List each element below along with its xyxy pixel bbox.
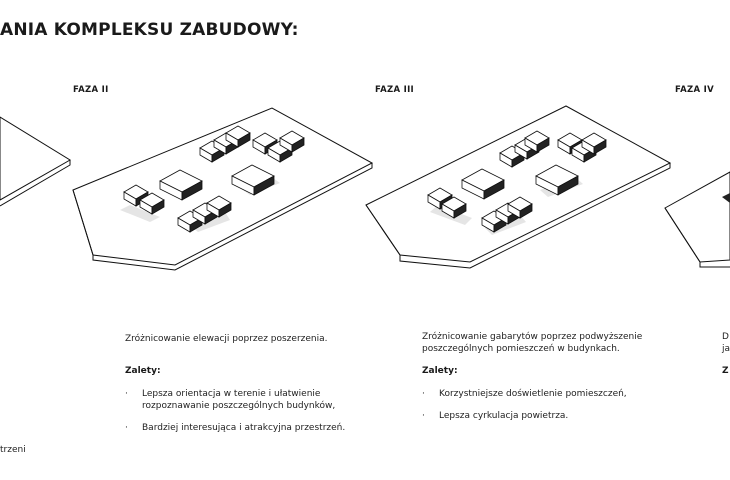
list-item: · Bardziej interesująca i atrakcyjna przestrzeń. bbox=[125, 423, 346, 433]
phase-3-advantages-label: Zalety: bbox=[422, 366, 458, 376]
phase-2-label: FAZA II bbox=[73, 85, 109, 95]
list-item: · Korzystniejsze doświetlenie pomieszczeń, bbox=[422, 389, 627, 399]
phase-2-advantages-list bbox=[125, 388, 345, 444]
phase-4-plate bbox=[665, 172, 730, 267]
phase-4-advantages-label-fragment: Z bbox=[722, 366, 729, 376]
phase-3-advantages-list bbox=[422, 388, 627, 432]
list-item: · Lepsza orientacja w terenie i ułatwienie rozpoznawanie poszczególnych budynków, bbox=[125, 389, 336, 411]
bullet-icon: · bbox=[422, 411, 425, 421]
phase-3-label: FAZA III bbox=[375, 85, 414, 95]
list-item: · Lepsza cyrkulacja powietrza. bbox=[422, 411, 569, 421]
phase-4-description-fragment: D ja bbox=[722, 332, 730, 354]
phase-1-plate bbox=[0, 117, 70, 206]
phase-3-plate bbox=[366, 106, 670, 268]
phase-4-label: FAZA IV bbox=[675, 85, 714, 95]
phase-3-description: Zróżnicowanie gabarytów poprzez podwyższenie poszczególnych pomieszczeń w budynkach. bbox=[422, 332, 643, 354]
page-title: ANIA KOMPLEKSU ZABUDOWY: bbox=[0, 20, 299, 40]
phase-2-plate bbox=[73, 108, 372, 270]
phase-2-description: Zróżnicowanie elewacji poprzez poszerzenia. bbox=[125, 334, 328, 344]
phase-2-advantages-label: Zalety: bbox=[125, 366, 161, 376]
bullet-icon: · bbox=[125, 389, 128, 399]
bullet-icon: · bbox=[422, 389, 425, 399]
bullet-icon: · bbox=[125, 423, 128, 433]
phase-1-text-fragment: trzeni bbox=[0, 445, 26, 455]
